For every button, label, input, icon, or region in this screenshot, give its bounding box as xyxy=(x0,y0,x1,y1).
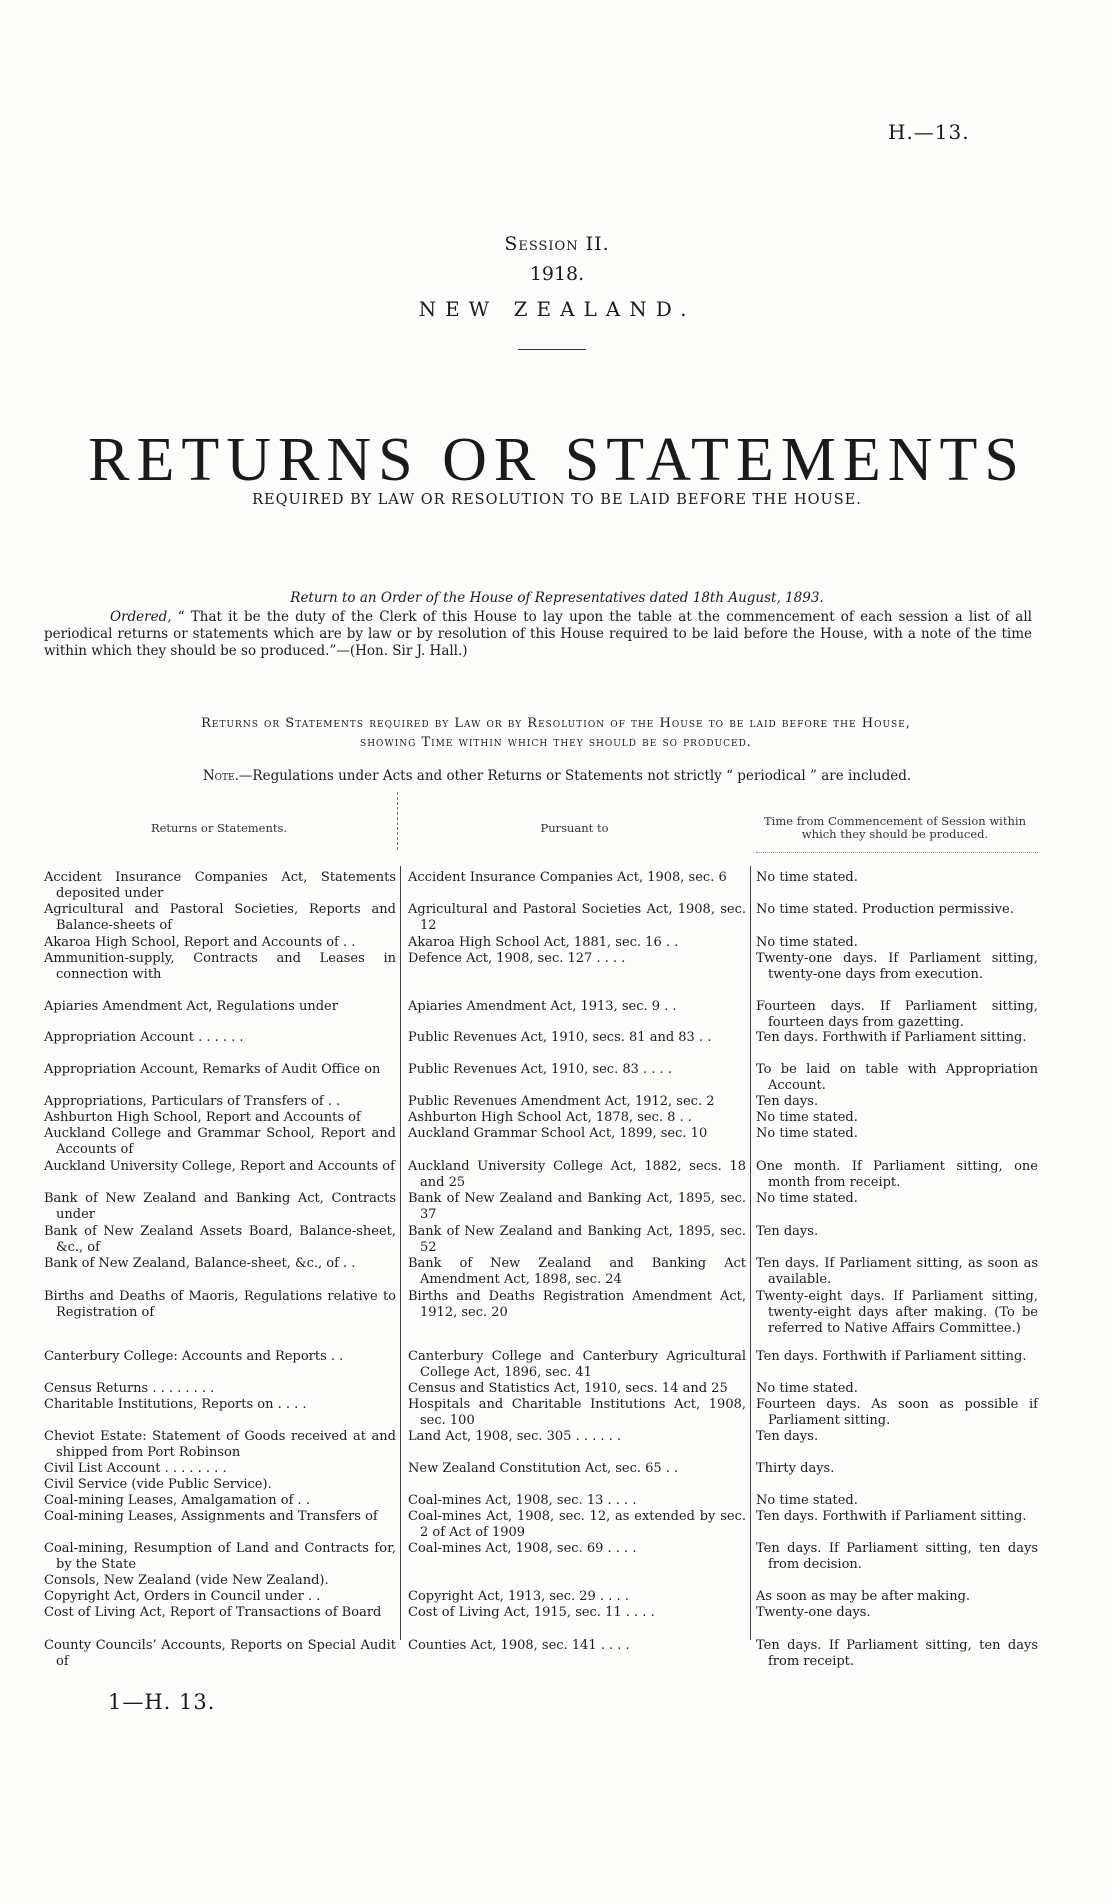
time-cell: No time stated. xyxy=(756,1110,858,1125)
pursuant-cell: Public Revenues Amendment Act, 1912, sec. 2 xyxy=(408,1094,715,1109)
time-cell: Twenty-one days. If Parliament sitting, twenty-one days from execution. xyxy=(756,951,1038,982)
ordered-label: Ordered, xyxy=(110,609,172,625)
time-cell: No time stated. xyxy=(756,1493,858,1508)
time-cell: Twenty-eight days. If Parliament sitting, twenty-eight days after making. (To be referred to Native Affairs Committee.) xyxy=(756,1289,1038,1336)
return-cell: Cost of Living Act, Report of Transactions of Board xyxy=(44,1605,382,1620)
return-cell: Ammunition-supply, Contracts and Leases in connection with xyxy=(44,951,396,982)
return-cell: Appropriations, Particulars of Transfers of . . xyxy=(44,1094,341,1109)
section-heading-line2: showing Time within which they should be so produced. xyxy=(360,735,752,750)
time-cell: One month. If Parliament sitting, one month from receipt. xyxy=(756,1159,1038,1190)
pursuant-cell: Akaroa High School Act, 1881, sec. 16 . . xyxy=(408,935,679,950)
pursuant-cell: Agricultural and Pastoral Societies Act, 1908, sec. 12 xyxy=(408,902,746,933)
return-cell: Apiaries Amendment Act, Regulations under xyxy=(44,999,338,1014)
return-cell: Civil List Account . . . . . . . . xyxy=(44,1461,227,1476)
time-cell: Fourteen days. If Parliament sitting, fourteen days from gazetting. xyxy=(756,999,1038,1030)
time-cell: Ten days. Forthwith if Parliament sitting. xyxy=(756,1030,1027,1045)
return-cell: Consols, New Zealand (vide New Zealand). xyxy=(44,1573,329,1588)
note-label: Note.— xyxy=(202,768,253,784)
section-heading-line1: Returns or Statements required by Law or by Resolution of the House to be laid before the House, xyxy=(201,716,911,731)
return-cell: County Councils’ Accounts, Reports on Special Audit of xyxy=(44,1638,396,1669)
pursuant-cell: Auckland Grammar School Act, 1899, sec. 10 xyxy=(408,1126,708,1141)
pursuant-cell: Births and Deaths Registration Amendment Act, 1912, sec. 20 xyxy=(408,1289,746,1320)
pursuant-cell: Coal-mines Act, 1908, sec. 13 . . . . xyxy=(408,1493,637,1508)
pursuant-cell: Public Revenues Act, 1910, secs. 81 and 83 . . xyxy=(408,1030,712,1045)
time-cell: Thirty days. xyxy=(756,1461,835,1476)
pursuant-cell: Defence Act, 1908, sec. 127 . . . . xyxy=(408,951,626,966)
session-label: Session II. xyxy=(504,233,610,255)
return-cell: Ashburton High School, Report and Accounts of xyxy=(44,1110,361,1125)
country-name: NEW ZEALAND. xyxy=(418,297,696,321)
time-cell: No time stated. xyxy=(756,1381,858,1396)
return-cell: Canterbury College: Accounts and Reports . . xyxy=(44,1349,344,1364)
return-cell: Akaroa High School, Report and Accounts of . . xyxy=(44,935,356,950)
time-cell: Ten days. Forthwith if Parliament sitting. xyxy=(756,1349,1027,1364)
note-text: Regulations under Acts and other Returns or Statements not strictly “ periodical ” are included. xyxy=(252,768,912,784)
return-cell: Auckland College and Grammar School, Report and Accounts of xyxy=(44,1126,396,1157)
time-cell: Fourteen days. As soon as possible if Parliament sitting. xyxy=(756,1397,1038,1428)
return-cell: Charitable Institutions, Reports on . . . . xyxy=(44,1397,307,1412)
section-heading xyxy=(56,714,1056,752)
time-cell: Ten days. If Parliament sitting, ten days from decision. xyxy=(756,1541,1038,1572)
pursuant-cell: Coal-mines Act, 1908, sec. 12, as extended by sec. 2 of Act of 1909 xyxy=(408,1509,746,1540)
time-cell: To be laid on table with Appropriation Account. xyxy=(756,1062,1038,1093)
order-text xyxy=(44,609,1032,660)
pursuant-cell: Accident Insurance Companies Act, 1908, sec. 6 xyxy=(408,870,727,885)
pursuant-cell: Public Revenues Act, 1910, sec. 83 . . . . xyxy=(408,1062,672,1077)
time-cell: No time stated. xyxy=(756,1126,858,1141)
ordered-body: “ That it be the duty of the Clerk of this House to lay upon the table at the commencement of each session a list of all periodical returns or statements which are by law or by resolution of this House required to be laid before the House, with a note of the time within which they should be so produced.”—(Hon. Sir J. Hall.) xyxy=(44,609,1032,659)
time-cell: No time stated. xyxy=(756,870,858,885)
return-cell: Agricultural and Pastoral Societies, Reports and Balance-sheets of xyxy=(44,902,396,933)
title-divider xyxy=(518,349,586,350)
time-cell: Ten days. xyxy=(756,1224,819,1239)
pursuant-cell: Canterbury College and Canterbury Agricultural College Act, 1896, sec. 41 xyxy=(408,1349,746,1380)
time-cell: Ten days. xyxy=(756,1429,819,1444)
pursuant-cell: Coal-mines Act, 1908, sec. 69 . . . . xyxy=(408,1541,637,1556)
return-cell: Bank of New Zealand and Banking Act, Contracts under xyxy=(44,1191,396,1222)
pursuant-cell: Bank of New Zealand and Banking Act, 1895, sec. 52 xyxy=(408,1224,746,1255)
pursuant-cell: Counties Act, 1908, sec. 141 . . . . xyxy=(408,1638,630,1653)
time-cell: Twenty-one days. xyxy=(756,1605,871,1620)
pursuant-cell: Land Act, 1908, sec. 305 . . . . . . xyxy=(408,1429,622,1444)
time-cell: As soon as may be after making. xyxy=(756,1589,971,1604)
pursuant-cell: Auckland University College Act, 1882, secs. 18 and 25 xyxy=(408,1159,746,1190)
pursuant-cell: Copyright Act, 1913, sec. 29 . . . . xyxy=(408,1589,629,1604)
pursuant-cell: Ashburton High School Act, 1878, sec. 8 . . xyxy=(408,1110,692,1125)
time-cell: No time stated. xyxy=(756,1191,858,1206)
header-rule xyxy=(756,852,1038,853)
column-header-time: Time from Commencement of Session within which they should be produced. xyxy=(764,814,1026,841)
time-cell: No time stated. Production permissive. xyxy=(756,902,1014,917)
return-cell: Cheviot Estate: Statement of Goods received at and shipped from Port Robinson xyxy=(44,1429,396,1460)
return-cell: Accident Insurance Companies Act, Statements deposited under xyxy=(44,870,396,901)
time-cell: Ten days. xyxy=(756,1094,819,1109)
pursuant-cell: Bank of New Zealand and Banking Act, 1895, sec. 37 xyxy=(408,1191,746,1222)
return-cell: Copyright Act, Orders in Council under . . xyxy=(44,1589,321,1604)
time-cell: Ten days. If Parliament sitting, as soon as available. xyxy=(756,1256,1038,1287)
return-cell: Bank of New Zealand, Balance-sheet, &c., of . . xyxy=(44,1256,356,1271)
header-column-divider xyxy=(397,792,398,850)
pursuant-cell: Bank of New Zealand and Banking Act Amendment Act, 1898, sec. 24 xyxy=(408,1256,746,1287)
column-header-returns: Returns or Statements. xyxy=(150,821,288,835)
session-year: 1918. xyxy=(529,263,585,285)
pursuant-cell: New Zealand Constitution Act, sec. 65 . . xyxy=(408,1461,679,1476)
order-reference: Return to an Order of the House of Representatives dated 18th August, 1893. xyxy=(290,590,824,606)
return-cell: Births and Deaths of Maoris, Regulations relative to Registration of xyxy=(44,1289,396,1320)
document-number: H.—13. xyxy=(888,120,970,144)
page-footer: 1—H. 13. xyxy=(108,1690,216,1714)
return-cell: Census Returns . . . . . . . . xyxy=(44,1381,215,1396)
return-cell: Civil Service (vide Public Service). xyxy=(44,1477,272,1492)
pursuant-cell: Apiaries Amendment Act, 1913, sec. 9 . . xyxy=(408,999,677,1014)
column-header-pursuant: Pursuant to xyxy=(540,821,609,835)
time-cell: Ten days. If Parliament sitting, ten days from receipt. xyxy=(756,1638,1038,1669)
pursuant-cell: Cost of Living Act, 1915, sec. 11 . . . . xyxy=(408,1605,655,1620)
return-cell: Bank of New Zealand Assets Board, Balance-sheet, &c., of xyxy=(44,1224,396,1255)
pursuant-cell: Hospitals and Charitable Institutions Act, 1908, sec. 100 xyxy=(408,1397,746,1428)
page-subtitle: REQUIRED BY LAW OR RESOLUTION TO BE LAID BEFORE THE HOUSE. xyxy=(252,492,862,508)
time-cell: Ten days. Forthwith if Parliament sitting. xyxy=(756,1509,1027,1524)
return-cell: Auckland University College, Report and Accounts of xyxy=(44,1159,395,1174)
page-title: RETURNS OR STATEMENTS xyxy=(88,426,1026,494)
pursuant-cell: Census and Statistics Act, 1910, secs. 14 and 25 xyxy=(408,1381,728,1396)
return-cell: Coal-mining, Resumption of Land and Contracts for, by the State xyxy=(44,1541,396,1572)
column-divider-2 xyxy=(750,866,751,1640)
time-cell: No time stated. xyxy=(756,935,858,950)
return-cell: Coal-mining Leases, Assignments and Transfers of xyxy=(44,1509,378,1524)
return-cell: Appropriation Account, Remarks of Audit Office on xyxy=(44,1062,381,1077)
column-divider-1 xyxy=(400,866,401,1640)
return-cell: Appropriation Account . . . . . . xyxy=(44,1030,244,1045)
note xyxy=(0,768,1114,784)
return-cell: Coal-mining Leases, Amalgamation of . . xyxy=(44,1493,310,1508)
